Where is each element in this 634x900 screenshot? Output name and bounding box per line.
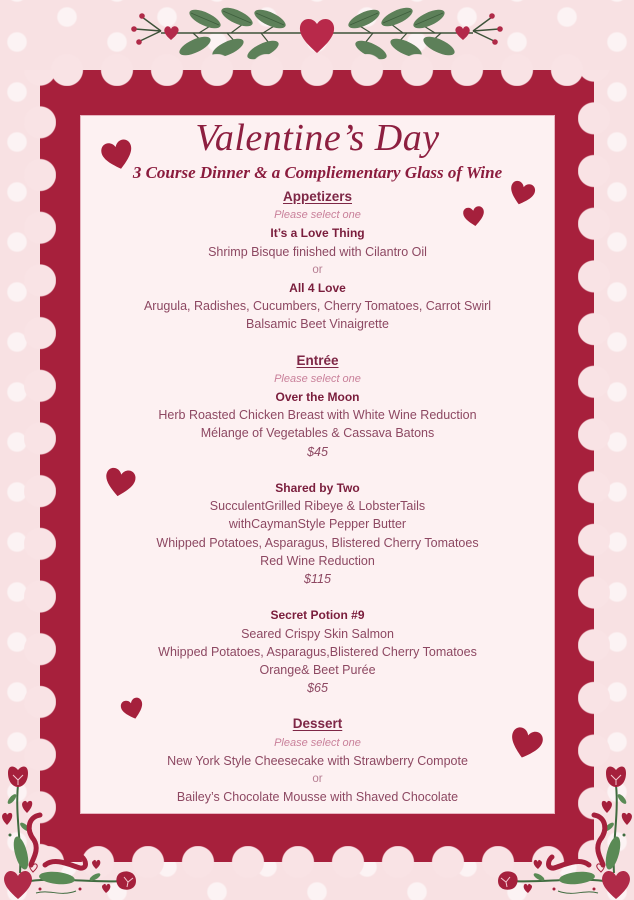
dish-description: Balsamic Beet Vinaigrette <box>246 317 389 332</box>
dessert-option: New York Style Cheesecake with Strawberry Compote <box>167 753 468 768</box>
section-instruction: Please select one <box>274 736 361 749</box>
dish-description: Seared Crispy Skin Salmon <box>241 626 394 641</box>
stamp-perforation-top <box>40 54 594 86</box>
dish-name: It’s a Love Thing <box>270 226 365 241</box>
dish-description: Red Wine Reduction <box>260 553 375 568</box>
dish-description: Whipped Potatoes, Asparagus,Blistered Cherry Tomatoes <box>158 644 477 659</box>
dish-name: Shared by Two <box>275 481 360 495</box>
dessert-option: Bailey’s Chocolate Mousse with Shaved Chocolate <box>176 790 459 805</box>
dish-description: SucculentGrilled Ribeye & LobsterTails <box>209 499 426 514</box>
stamp-perforation-right <box>578 70 610 862</box>
page-title: Valentine’s Day <box>195 117 440 159</box>
dish-description: Orange& Beet Purée <box>259 662 376 677</box>
section-heading: Appetizers <box>282 189 353 204</box>
dish-price: $65 <box>307 681 328 696</box>
section-heading: Entrée <box>296 352 339 368</box>
dish-description: Herb Roasted Chicken Breast with White Wine Reduction <box>158 408 477 423</box>
entree-option <box>80 388 555 461</box>
rose-vine-corner-icon <box>494 765 634 900</box>
option-separator: or <box>312 263 323 276</box>
dish-price: $45 <box>307 444 328 459</box>
section-instruction: Please select one <box>274 372 361 385</box>
stamp-perforation-left <box>24 70 56 862</box>
section-entree <box>80 352 555 698</box>
dish-description: Arugula, Radishes, Cucumbers, Cherry Tomatoes, Carrot Swirl <box>143 299 492 314</box>
dish-name: Secret Potion #9 <box>270 608 365 623</box>
dish-description: Whipped Potatoes, Asparagus, Blistered Cherry Tomatoes <box>156 535 479 550</box>
section-appetizers <box>80 188 555 334</box>
section-instruction: Please select one <box>274 209 361 222</box>
dish-name: All 4 Love <box>289 280 346 295</box>
entree-option <box>80 479 555 588</box>
dish-name: Over the Moon <box>275 390 360 405</box>
dish-price: $115 <box>304 571 331 586</box>
menu-content <box>80 188 555 806</box>
dish-description: withCaymanStyle Pepper Butter <box>228 517 407 532</box>
option-separator: or <box>312 773 323 785</box>
dish-description: Mélange of Vegetables & Cassava Batons <box>200 426 435 441</box>
entree-option <box>80 606 555 697</box>
page-subtitle: 3 Course Dinner & a Compliementary Glass of Wine <box>132 163 503 182</box>
dish-description: Shrimp Bisque finished with Cilantro Oil <box>208 244 427 259</box>
rose-vine-corner-icon <box>0 765 140 900</box>
section-heading: Dessert <box>292 716 343 732</box>
section-dessert <box>80 715 555 806</box>
